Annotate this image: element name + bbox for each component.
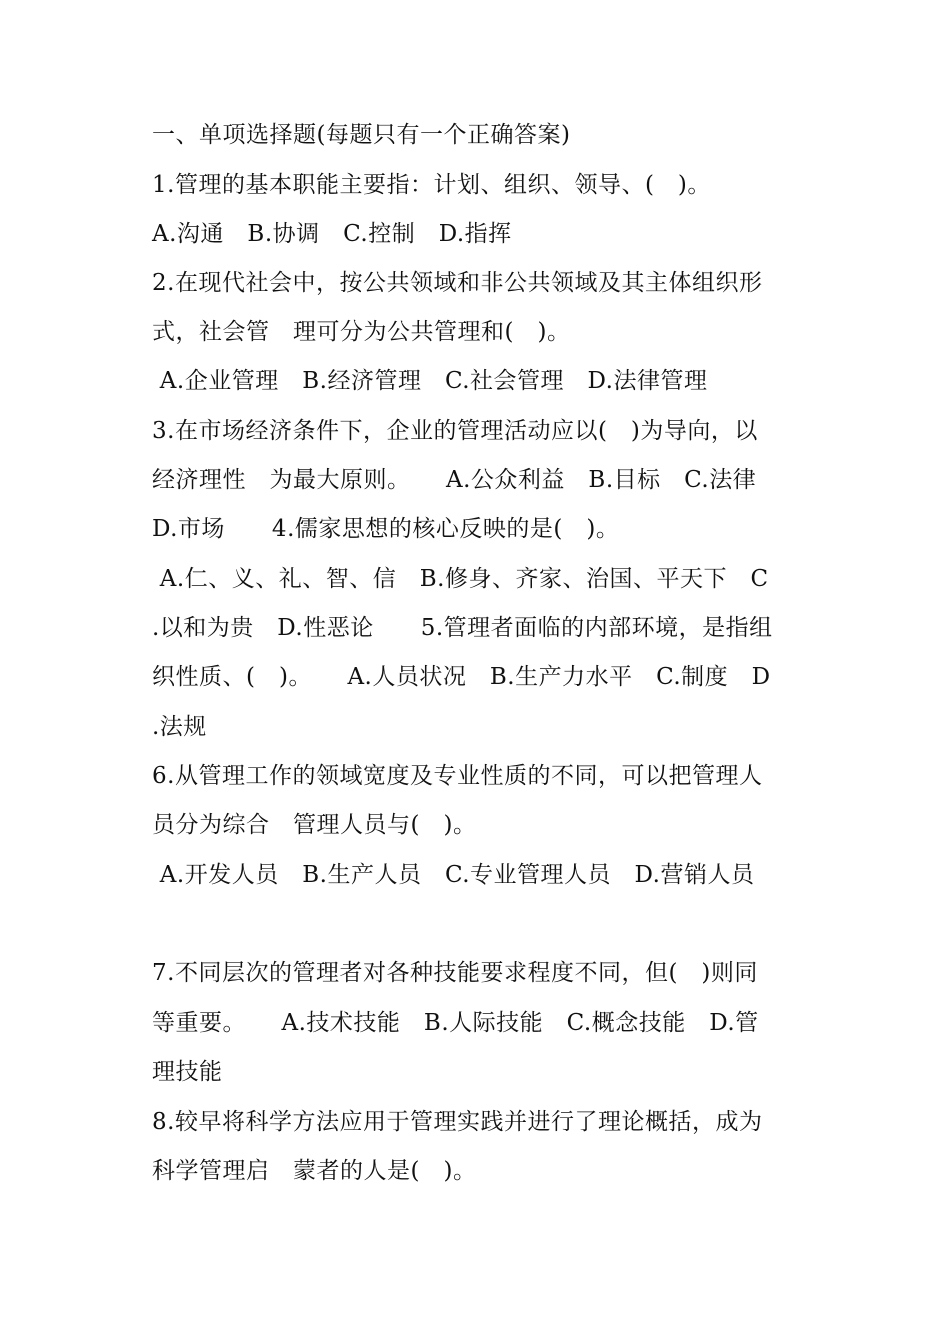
question-3-text-line-1: 3.在市场经济条件下，企业的管理活动应以( )为导向，以 [152,418,758,444]
question-2-text-line-2: 式，社会管 理可分为公共管理和( )。 [152,319,571,345]
question-6-text-line-1: 6.从管理工作的领域宽度及专业性质的不同，可以把管理人 [152,763,763,789]
question-3-4-mixed-line: D.市场 4.儒家思想的核心反映的是( )。 [152,516,620,542]
question-7-text-line-2: 等重要。 A.技术技能 B.人际技能 C.概念技能 D.管 [152,1010,759,1036]
question-7-options-end: 理技能 [152,1059,223,1085]
section-title: 一、单项选择题(每题只有一个正确答案) [152,122,571,148]
question-4-options: A.仁、义、礼、智、信 B.修身、齐家、治国、平天下 C [152,566,769,592]
question-5-options-end: .法规 [152,714,207,740]
question-6-options: A.开发人员 B.生产人员 C.专业管理人员 D.营销人员 [152,862,755,888]
question-4-5-mixed-line: .以和为贵 D.性恶论 5.管理者面临的内部环境，是指组 [152,615,773,641]
question-2-text-line-1: 2.在现代社会中，按公共领域和非公共领域及其主体组织形 [152,270,763,296]
question-2-options: A.企业管理 B.经济管理 C.社会管理 D.法律管理 [152,368,708,394]
question-6-text-line-2: 员分为综合 管理人员与( )。 [152,812,477,838]
question-1-options: A.沟通 B.协调 C.控制 D.指挥 [152,221,512,247]
question-1-text: 1.管理的基本职能主要指：计划、组织、领导、( )。 [152,172,711,198]
question-8-text-line-1: 8.较早将科学方法应用于管理实践并进行了理论概括，成为 [152,1109,763,1135]
question-8-text-line-2: 科学管理启 蒙者的人是( )。 [152,1158,477,1184]
question-5-options: 织性质、( )。 A.人员状况 B.生产力水平 C.制度 D [152,664,771,690]
question-7-text-line-1: 7.不同层次的管理者对各种技能要求程度不同，但( )则同 [152,960,758,986]
question-3-text-line-2: 经济理性 为最大原则。 A.公众利益 B.目标 C.法律 [152,467,757,493]
